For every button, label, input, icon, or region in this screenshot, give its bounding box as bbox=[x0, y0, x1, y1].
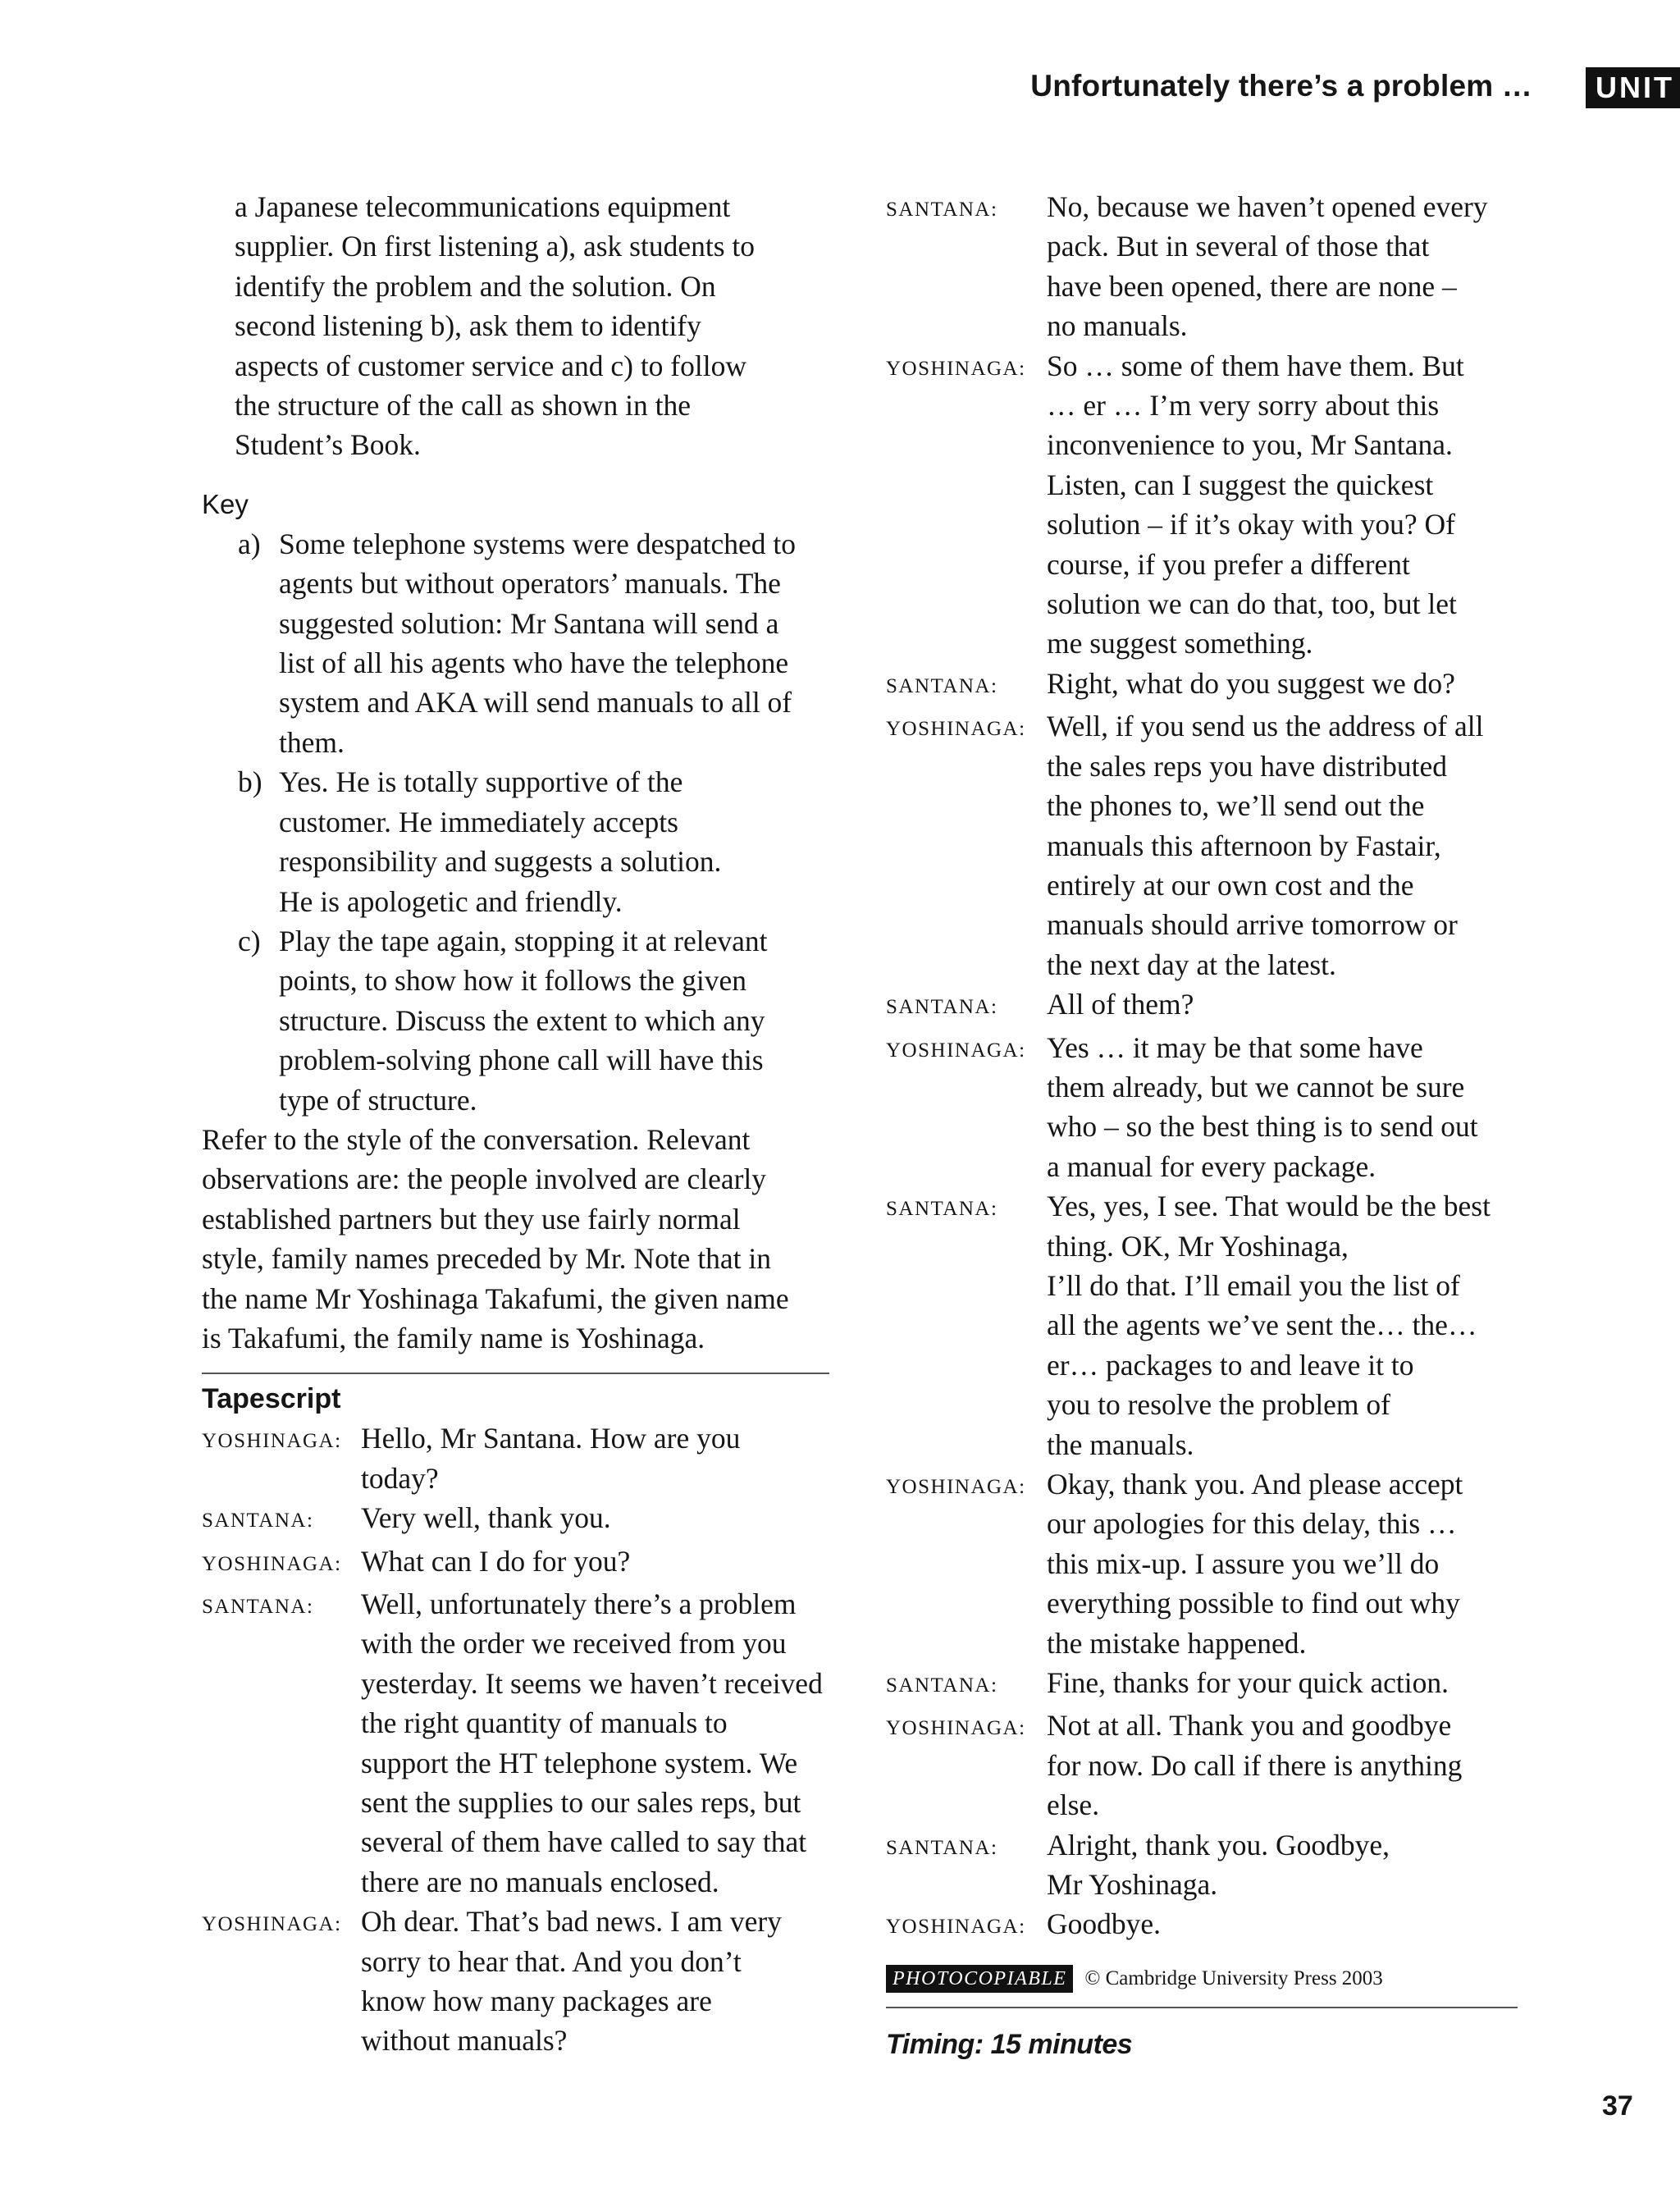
key-item-b bbox=[202, 762, 842, 921]
text-line: style, family names preceded by Mr. Note that in bbox=[202, 1242, 772, 1276]
unit-label: UNIT bbox=[1586, 67, 1680, 108]
key-item-letter: c) bbox=[238, 924, 261, 957]
speech-text bbox=[361, 1498, 842, 1541]
text-line: structure. Discuss the extent to which any bbox=[279, 1003, 765, 1037]
text-line: the manuals. bbox=[1047, 1427, 1194, 1461]
text-line: the right quantity of manuals to bbox=[361, 1706, 728, 1740]
dialogue-turn bbox=[886, 706, 1526, 984]
key-item-letter: b) bbox=[238, 765, 262, 799]
text-line: agents but without operators’ manuals. The bbox=[279, 567, 781, 601]
copyright-line bbox=[886, 1959, 1526, 1998]
dialogue-turn bbox=[886, 664, 1526, 706]
text-line: is Takafumi, the family name is Yoshinaga. bbox=[202, 1321, 705, 1354]
text-line: the structure of the call as shown in the bbox=[235, 389, 692, 423]
text-line: No, because we haven’t opened every bbox=[1047, 190, 1488, 223]
text-line: everything possible to find out why bbox=[1047, 1587, 1460, 1620]
text-line: for now. Do call if there is anything bbox=[1047, 1748, 1463, 1782]
speech-text bbox=[1047, 1825, 1526, 1905]
text-line: else. bbox=[1047, 1788, 1100, 1822]
text-line: Mr Yoshinaga. bbox=[1047, 1868, 1218, 1902]
speech-text bbox=[1047, 1706, 1526, 1825]
text-line: the phones to, we’ll send out the bbox=[1047, 789, 1425, 823]
text-line: Listen, can I suggest the quickest bbox=[1047, 468, 1434, 501]
text-line: supplier. On first listening a), ask students to bbox=[235, 230, 756, 263]
text-line: sent the supplies to our sales reps, but bbox=[361, 1786, 801, 1820]
text-line: Very well, thank you. bbox=[361, 1501, 611, 1535]
text-line: no manuals. bbox=[1047, 309, 1188, 343]
key-item-text bbox=[279, 762, 842, 921]
text-line: a manual for every package. bbox=[1047, 1149, 1376, 1183]
speech-text bbox=[1047, 187, 1526, 346]
text-line: What can I do for you? bbox=[361, 1544, 631, 1578]
text-line: solution we can do that, too, but let bbox=[1047, 587, 1457, 621]
speech-text bbox=[1047, 1186, 1526, 1464]
key-item-text bbox=[279, 524, 842, 762]
text-line: Yes … it may be that some have bbox=[1047, 1030, 1423, 1064]
text-line: yesterday. It seems we haven’t received bbox=[361, 1666, 823, 1700]
text-line: Yes, yes, I see. That would be the best bbox=[1047, 1190, 1491, 1223]
speaker-name: SANTANA: bbox=[886, 674, 998, 697]
text-line: support the HT telephone system. We bbox=[361, 1746, 798, 1779]
text-line: So … some of them have them. But bbox=[1047, 349, 1464, 382]
dialogue-turn bbox=[202, 1542, 842, 1584]
speaker-name: SANTANA: bbox=[886, 199, 998, 221]
speech-text bbox=[1047, 1464, 1526, 1663]
text-line: the next day at the latest. bbox=[1047, 948, 1336, 981]
dialogue-turn bbox=[202, 1418, 842, 1498]
text-line: the mistake happened. bbox=[1047, 1626, 1307, 1660]
footer-divider bbox=[886, 2007, 1518, 2008]
text-line: points, to show how it follows the given bbox=[279, 964, 746, 998]
dialogue-turn bbox=[886, 1663, 1526, 1706]
text-line: Fine, thanks for your quick action. bbox=[1047, 1666, 1449, 1700]
timing-note: Timing: 15 minutes bbox=[886, 2029, 1133, 2061]
dialogue-turn bbox=[886, 984, 1526, 1027]
text-line: responsibility and suggests a solution. bbox=[279, 845, 722, 879]
text-line: there are no manuals enclosed. bbox=[361, 1865, 719, 1898]
speaker-name: YOSHINAGA: bbox=[202, 1913, 342, 1936]
text-line: Play the tape again, stopping it at relevant bbox=[279, 924, 768, 957]
page-number: 37 bbox=[1602, 2090, 1633, 2122]
speech-text bbox=[1047, 664, 1526, 706]
dialogue-turn bbox=[886, 1825, 1526, 1905]
dialogue-turn bbox=[886, 1464, 1526, 1663]
text-line: the name Mr Yoshinaga Takafumi, the given name bbox=[202, 1281, 789, 1315]
style-note-paragraph bbox=[202, 1120, 842, 1358]
running-head: Unfortunately there’s a problem … bbox=[1030, 69, 1532, 103]
speech-text bbox=[361, 1542, 842, 1584]
copyright-notice: © Cambridge University Press 2003 bbox=[1084, 1966, 1383, 1989]
key-item-text bbox=[279, 921, 842, 1120]
text-line: course, if you prefer a different bbox=[1047, 547, 1410, 581]
text-line: customer. He immediately accepts bbox=[279, 805, 678, 838]
text-line: have been opened, there are none – bbox=[1047, 269, 1457, 303]
tapescript-heading: Tapescript bbox=[202, 1383, 341, 1415]
speech-text bbox=[361, 1418, 842, 1498]
text-line: second listening b), ask them to identify bbox=[235, 309, 701, 343]
text-line: me suggest something. bbox=[1047, 627, 1313, 660]
text-line: system and AKA will send manuals to all of bbox=[279, 686, 792, 719]
dialogue-turn bbox=[202, 1498, 842, 1541]
text-line: with the order we received from you bbox=[361, 1627, 787, 1660]
key-item-c bbox=[202, 921, 842, 1120]
dialogue-turn bbox=[886, 1904, 1526, 1947]
text-line: several of them have called to say that bbox=[361, 1825, 807, 1859]
text-line: manuals this afternoon by Fastair, bbox=[1047, 829, 1441, 862]
text-line: observations are: the people involved are clearly bbox=[202, 1163, 767, 1196]
speaker-name: YOSHINAGA: bbox=[886, 1717, 1026, 1740]
text-line: aspects of customer service and c) to follow bbox=[235, 349, 746, 382]
speaker-name: YOSHINAGA: bbox=[886, 1476, 1026, 1498]
text-line: who – so the best thing is to send out bbox=[1047, 1110, 1478, 1144]
speaker-name: YOSHINAGA: bbox=[886, 718, 1026, 741]
text-line: Not at all. Thank you and goodbye bbox=[1047, 1709, 1452, 1743]
dialogue-turn bbox=[886, 1028, 1526, 1187]
speech-text bbox=[1047, 1904, 1526, 1947]
text-line: without manuals? bbox=[361, 2024, 568, 2058]
text-line: our apologies for this delay, this … bbox=[1047, 1507, 1457, 1541]
photocopiable-badge: PHOTOCOPIABLE bbox=[886, 1965, 1073, 1993]
text-line: manuals should arrive tomorrow or bbox=[1047, 908, 1458, 942]
speaker-name: SANTANA: bbox=[202, 1596, 314, 1618]
text-line: er… packages to and leave it to bbox=[1047, 1348, 1414, 1382]
text-line: … er … I’m very sorry about this bbox=[1047, 389, 1440, 423]
text-line: today? bbox=[361, 1461, 439, 1495]
text-line: Hello, Mr Santana. How are you bbox=[361, 1422, 741, 1455]
text-line: He is apologetic and friendly. bbox=[279, 884, 623, 918]
key-heading: Key bbox=[202, 488, 249, 519]
text-line: list of all his agents who have the telephone bbox=[279, 646, 789, 680]
intro-paragraph bbox=[202, 187, 842, 465]
speaker-name: SANTANA: bbox=[202, 1510, 314, 1533]
text-line: inconvenience to you, Mr Santana. bbox=[1047, 428, 1453, 462]
text-line: Oh dear. That’s bad news. I am very bbox=[361, 1905, 782, 1939]
text-line: a Japanese telecommunications equipment bbox=[235, 190, 731, 223]
speech-text bbox=[1047, 1028, 1526, 1187]
dialogue-turn bbox=[886, 1186, 1526, 1464]
dialogue-turn bbox=[886, 1706, 1526, 1825]
speaker-name: YOSHINAGA: bbox=[202, 1430, 342, 1453]
text-line: pack. But in several of those that bbox=[1047, 230, 1430, 263]
text-line: Well, unfortunately there’s a problem bbox=[361, 1587, 797, 1620]
text-line: entirely at our own cost and the bbox=[1047, 868, 1414, 902]
text-line: type of structure. bbox=[279, 1083, 477, 1117]
speaker-name: SANTANA: bbox=[886, 1674, 998, 1697]
text-line: Right, what do you suggest we do? bbox=[1047, 666, 1455, 700]
text-line: Student’s Book. bbox=[235, 428, 421, 462]
text-line: all the agents we’ve sent the… the… bbox=[1047, 1309, 1477, 1342]
text-line: suggested solution: Mr Santana will send a bbox=[279, 606, 779, 640]
key-item-a bbox=[202, 524, 842, 762]
speech-text bbox=[361, 1584, 842, 1902]
dialogue-turn bbox=[202, 1584, 842, 1902]
right-column bbox=[886, 187, 1526, 2065]
text-line: established partners but they use fairly normal bbox=[202, 1202, 741, 1236]
text-line: this mix-up. I assure you we’ll do bbox=[1047, 1546, 1440, 1580]
key-item-letter: a) bbox=[238, 527, 261, 560]
text-line: them. bbox=[279, 725, 345, 759]
text-line: Well, if you send us the address of all bbox=[1047, 710, 1484, 743]
text-line: them already, but we cannot be sure bbox=[1047, 1070, 1465, 1103]
speech-text bbox=[1047, 346, 1526, 664]
text-line: problem-solving phone call will have this bbox=[279, 1044, 764, 1077]
speech-text bbox=[361, 1902, 842, 2061]
text-line: know how many packages are bbox=[361, 1985, 712, 2018]
text-line: Alright, thank you. Goodbye, bbox=[1047, 1828, 1390, 1861]
text-line: identify the problem and the solution. On bbox=[235, 269, 716, 303]
speaker-name: SANTANA: bbox=[886, 1198, 998, 1221]
text-line: All of them? bbox=[1047, 988, 1194, 1021]
text-line: Goodbye. bbox=[1047, 1907, 1162, 1941]
speaker-name: SANTANA: bbox=[886, 1836, 998, 1859]
speech-text bbox=[1047, 984, 1526, 1027]
speaker-name: SANTANA: bbox=[886, 996, 998, 1019]
speaker-name: YOSHINAGA: bbox=[886, 1039, 1026, 1062]
text-line: you to resolve the problem of bbox=[1047, 1388, 1390, 1422]
speaker-name: YOSHINAGA: bbox=[886, 357, 1026, 380]
speech-text bbox=[1047, 706, 1526, 984]
dialogue-turn bbox=[202, 1902, 842, 2061]
speaker-name: YOSHINAGA: bbox=[202, 1552, 342, 1575]
text-line: I’ll do that. I’ll email you the list of bbox=[1047, 1268, 1460, 1302]
section-divider bbox=[202, 1373, 829, 1374]
dialogue-turn bbox=[886, 346, 1526, 664]
text-line: Okay, thank you. And please accept bbox=[1047, 1468, 1463, 1501]
dialogue-turn bbox=[886, 187, 1526, 346]
text-line: the sales reps you have distributed bbox=[1047, 749, 1448, 783]
text-line: Yes. He is totally supportive of the bbox=[279, 765, 683, 799]
left-column bbox=[202, 187, 842, 2061]
text-line: Some telephone systems were despatched to bbox=[279, 527, 796, 560]
text-line: Refer to the style of the conversation. Relevant bbox=[202, 1122, 751, 1156]
text-line: solution – if it’s okay with you? Of bbox=[1047, 508, 1455, 541]
speech-text bbox=[1047, 1663, 1526, 1706]
speaker-name: YOSHINAGA: bbox=[886, 1916, 1026, 1939]
text-line: sorry to hear that. And you don’t bbox=[361, 1944, 742, 1978]
text-line: thing. OK, Mr Yoshinaga, bbox=[1047, 1229, 1349, 1263]
